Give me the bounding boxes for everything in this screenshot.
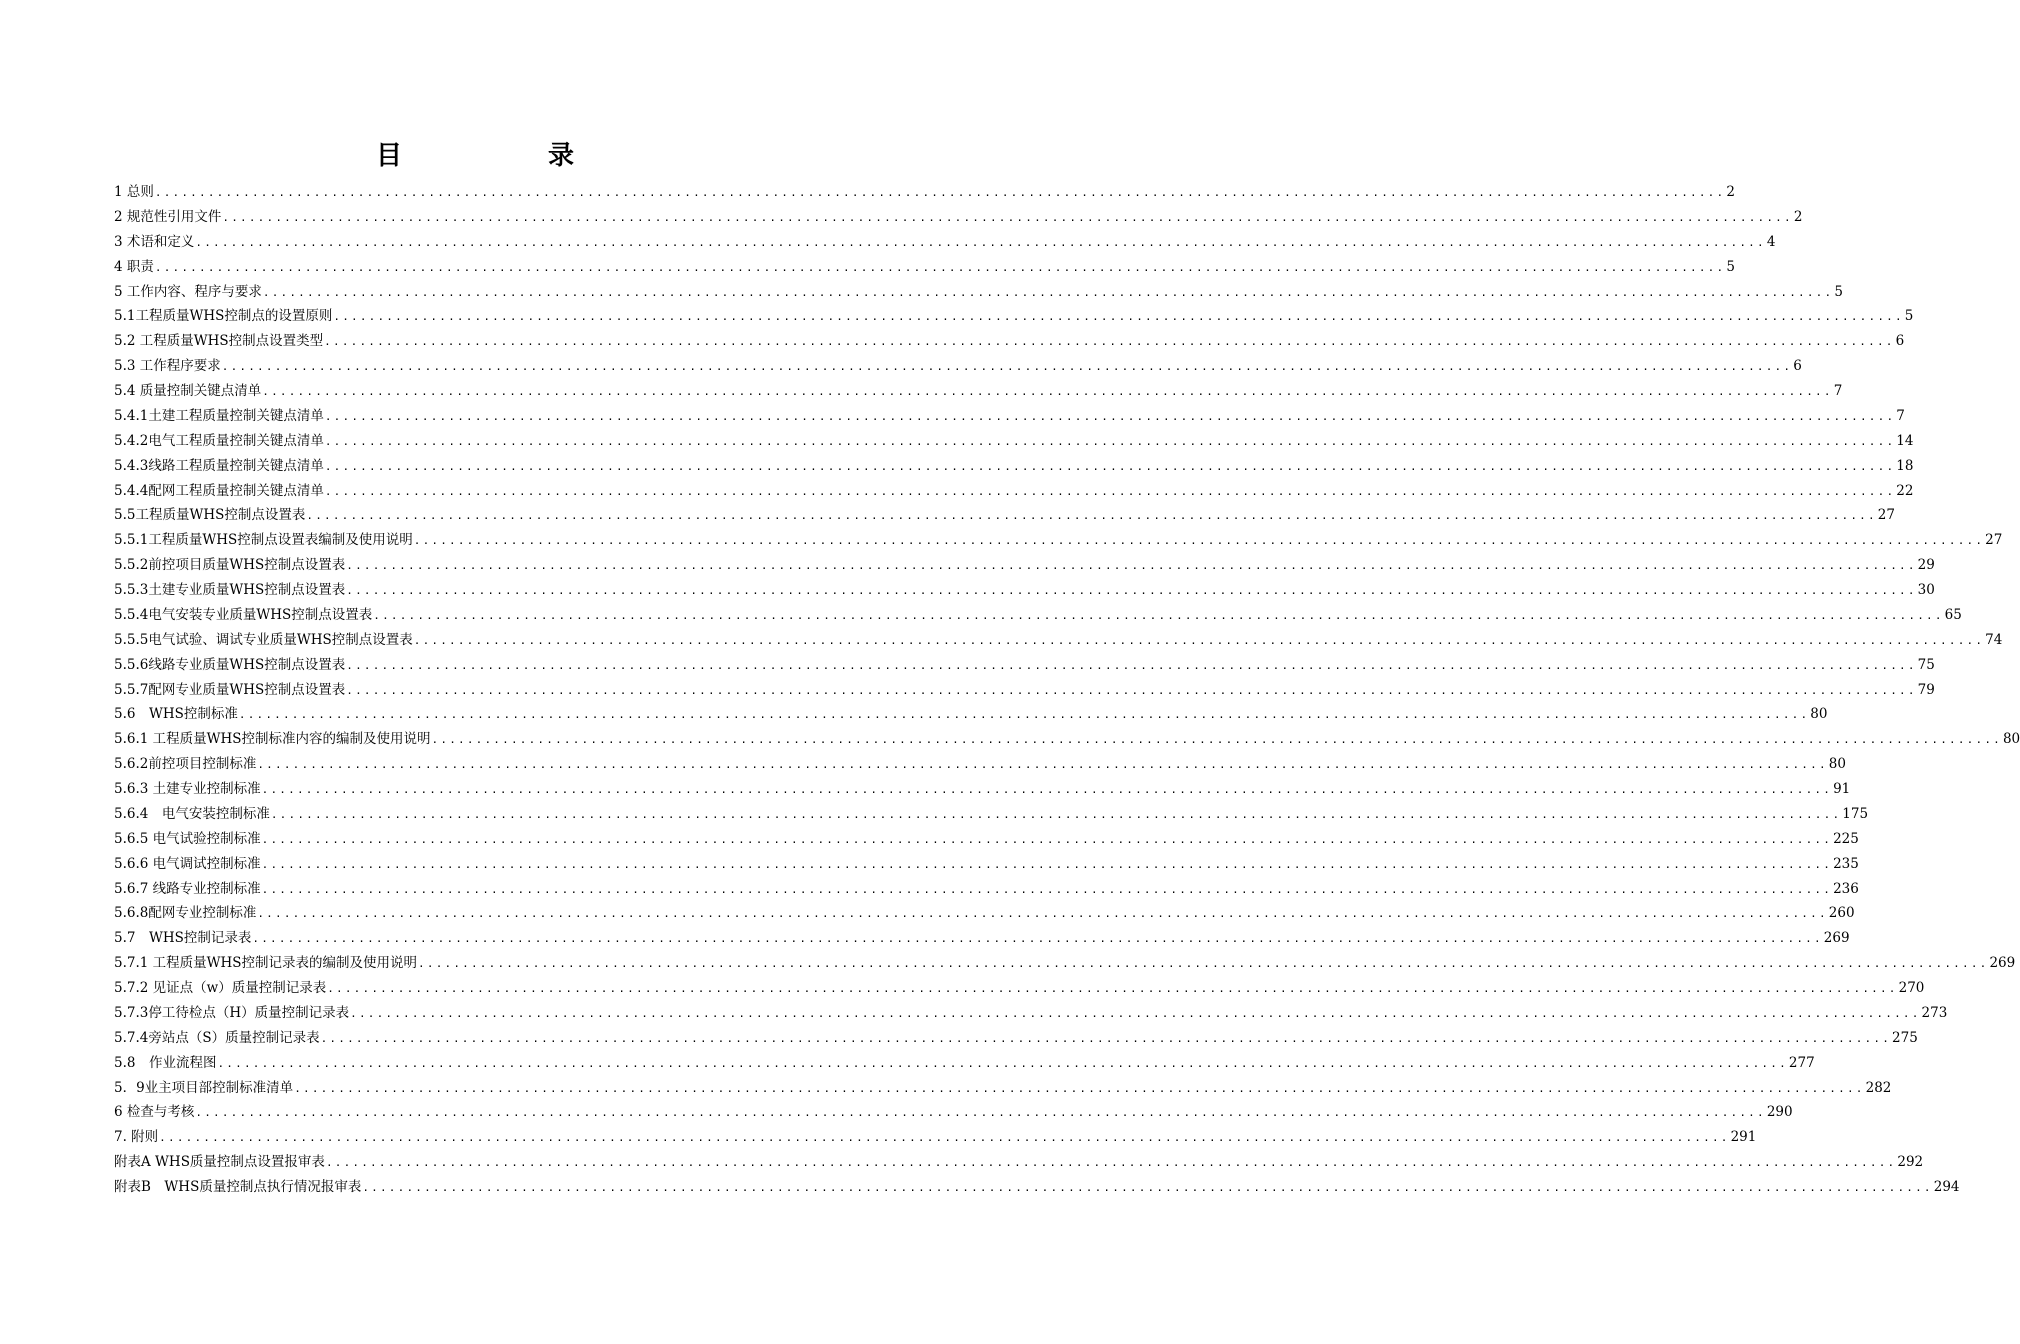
toc-entry-page-number: 5 — [1904, 308, 1914, 325]
toc-dot-leader: .................................................................................................................................................................................. — [431, 733, 2002, 747]
toc-entry-label: 5.5工程质量WHS控制点设置表 — [114, 507, 306, 524]
toc-entry[interactable] — [114, 777, 1851, 802]
toc-entry-label: 5.5.3土建专业质量WHS控制点设置表 — [114, 582, 346, 598]
toc-entry-page-number: 80 — [2002, 731, 2020, 748]
toc-entry[interactable] — [114, 230, 1776, 255]
toc-entry[interactable] — [114, 329, 1905, 354]
toc-entry-label: 7. 附则 — [114, 1129, 159, 1146]
toc-entry-page-number: 30 — [1917, 582, 1935, 598]
toc-dot-leader: .................................................................................................................................................................................. — [262, 285, 1834, 299]
toc-entry-label: 5.7.3停工待检点（H）质量控制记录表 — [114, 1004, 350, 1021]
toc-dot-leader: .................................................................................................................................................................................. — [195, 1106, 1766, 1120]
toc-dot-leader: .................................................................................................................................................................................. — [350, 1006, 1921, 1020]
toc-entry-label: 5.4.3线路工程质量控制关键点清单 — [114, 457, 324, 474]
toc-entry-page-number: 236 — [1833, 880, 1859, 897]
toc-entry-label: 6 检查与考核 — [114, 1104, 195, 1121]
toc-dot-leader: .................................................................................................................................................................................. — [221, 360, 1793, 374]
toc-entry[interactable] — [114, 553, 1935, 578]
toc-entry-label: 1 总则 — [114, 184, 154, 200]
toc-entry[interactable] — [114, 1150, 1924, 1175]
page-title: 目 录 — [375, 141, 634, 171]
toc-dot-leader: .................................................................................................................................................................................. — [320, 1031, 1892, 1045]
toc-dot-leader: .................................................................................................................................................................................. — [159, 1131, 1730, 1145]
toc-entry-page-number: 269 — [1989, 955, 2016, 972]
toc-dot-leader: .................................................................................................................................................................................. — [327, 982, 1898, 995]
toc-entry-page-number: 27 — [1877, 507, 1895, 524]
toc-entry[interactable] — [114, 877, 1859, 902]
toc-entry-page-number: 277 — [1788, 1054, 1815, 1071]
toc-entry-label: 5.6.4 电气安装控制标准 — [114, 805, 270, 822]
toc-entry-page-number: 91 — [1833, 781, 1851, 797]
toc-dot-leader: .................................................................................................................................................................................. — [261, 832, 1833, 846]
toc-dot-leader: .................................................................................................................................................................................. — [324, 484, 1896, 498]
toc-entry[interactable] — [114, 479, 1914, 504]
toc-entry[interactable] — [114, 1125, 1757, 1150]
toc-entry-page-number: 2 — [1793, 208, 1803, 225]
toc-dot-leader: .................................................................................................................................................................................. — [413, 534, 1985, 548]
toc-entry[interactable] — [114, 702, 1828, 727]
toc-entry-label: 5.6.2前控项目控制标准 — [114, 756, 257, 773]
toc-entry-page-number: 27 — [1985, 532, 2003, 549]
toc-dot-leader: .................................................................................................................................................................................. — [373, 608, 1944, 622]
toc-entry-label: 5.4.4配网工程质量控制关键点清单 — [114, 482, 324, 499]
toc-entry[interactable] — [114, 255, 1735, 280]
toc-entry-label: 5.3 工作程序要求 — [114, 358, 221, 375]
toc-entry-page-number: 270 — [1898, 980, 1925, 996]
toc-entry[interactable] — [114, 926, 1850, 951]
toc-entry-page-number: 5 — [1834, 283, 1843, 300]
toc-entry[interactable] — [114, 180, 1735, 205]
toc-entry-page-number: 6 — [1895, 333, 1905, 350]
toc-entry-page-number: 74 — [1985, 631, 2003, 648]
toc-entry-page-number: 79 — [1917, 681, 1935, 698]
toc-entry-label: 5.6.3 土建专业控制标准 — [114, 781, 261, 797]
toc-entry[interactable] — [114, 678, 1935, 703]
toc-entry[interactable] — [114, 852, 1859, 877]
toc-entry-label: 5．9业主项目部控制标准清单 — [114, 1079, 294, 1096]
toc-entry-page-number: 2 — [1726, 184, 1735, 200]
toc-entry-label: 3 术语和定义 — [114, 233, 195, 250]
toc-entry-page-number: 80 — [1810, 706, 1828, 723]
toc-entry[interactable] — [114, 379, 1843, 404]
toc-entry-label: 5.7.2 见证点（w）质量控制记录表 — [114, 980, 327, 996]
toc-entry[interactable] — [114, 578, 1935, 603]
toc-entry-page-number: 260 — [1828, 905, 1855, 922]
toc-entry-label: 附表A WHS质量控制点设置报审表 — [114, 1154, 325, 1171]
toc-entry[interactable] — [114, 1001, 1948, 1026]
toc-entry-label: 5.7 WHS控制记录表 — [114, 930, 252, 947]
toc-entry-page-number: 5 — [1726, 258, 1735, 275]
toc-entry-label: 2 规范性引用文件 — [114, 208, 222, 225]
toc-entry-label: 5.5.6线路专业质量WHS控制点设置表 — [114, 656, 346, 673]
toc-entry-page-number: 4 — [1766, 233, 1776, 250]
toc-dot-leader: .................................................................................................................................................................................. — [154, 186, 1726, 199]
toc-dot-leader: .................................................................................................................................................................................. — [217, 1056, 1788, 1070]
toc-entry[interactable] — [114, 976, 1925, 1001]
toc-entry-label: 5.6.8配网专业控制标准 — [114, 905, 257, 922]
toc-entry-page-number: 291 — [1730, 1129, 1757, 1146]
toc-entry[interactable] — [114, 727, 2020, 752]
toc-entry-label: 5.6.6 电气调试控制标准 — [114, 855, 261, 872]
toc-dot-leader: .................................................................................................................................................................................. — [195, 235, 1766, 249]
toc-entry-label: 5 工作内容、程序与要求 — [114, 283, 262, 300]
toc-dot-leader: .................................................................................................................................................................................. — [418, 957, 1989, 971]
toc-entry-page-number: 292 — [1897, 1154, 1924, 1171]
toc-entry-page-number: 294 — [1933, 1179, 1960, 1195]
table-of-contents — [114, 180, 2020, 1200]
toc-entry-page-number: 14 — [1896, 432, 1914, 449]
toc-entry[interactable] — [114, 528, 2003, 553]
toc-dot-leader: .................................................................................................................................................................................. — [238, 708, 1810, 722]
toc-dot-leader: .................................................................................................................................................................................. — [324, 335, 1895, 349]
toc-entry-label: 5.2 工程质量WHS控制点设置类型 — [114, 333, 324, 350]
toc-dot-leader: .................................................................................................................................................................................. — [346, 683, 1917, 697]
toc-dot-leader: .................................................................................................................................................................................. — [325, 1156, 1897, 1170]
toc-entry[interactable] — [114, 503, 1895, 528]
toc-dot-leader: .................................................................................................................................................................................. — [261, 857, 1833, 871]
toc-dot-leader: .................................................................................................................................................................................. — [333, 310, 1904, 324]
toc-dot-leader: .................................................................................................................................................................................. — [257, 907, 1828, 921]
toc-entry-page-number: 275 — [1892, 1029, 1918, 1046]
toc-entry[interactable] — [114, 1100, 1793, 1125]
toc-entry-label: 4 职责 — [114, 258, 154, 275]
toc-dot-leader: .................................................................................................................................................................................. — [262, 385, 1833, 398]
toc-entry-page-number: 75 — [1917, 656, 1935, 673]
toc-entry-page-number: 290 — [1766, 1104, 1793, 1121]
toc-entry[interactable] — [114, 429, 1914, 454]
toc-entry-label: 5.6.1 工程质量WHS控制标准内容的编制及使用说明 — [114, 731, 431, 748]
toc-dot-leader: .................................................................................................................................................................................. — [270, 807, 1842, 821]
toc-dot-leader: .................................................................................................................................................................................. — [413, 633, 1985, 647]
toc-dot-leader: .................................................................................................................................................................................. — [294, 1081, 1865, 1095]
toc-entry[interactable] — [114, 1026, 1918, 1051]
toc-entry-label: 5.5.7配网专业质量WHS控制点设置表 — [114, 681, 346, 698]
toc-entry[interactable] — [114, 901, 1855, 926]
toc-entry[interactable] — [114, 1051, 1815, 1076]
toc-entry-label: 5.7.4旁站点（S）质量控制记录表 — [114, 1029, 320, 1046]
toc-dot-leader: .................................................................................................................................................................................. — [261, 783, 1833, 796]
toc-entry-page-number: 282 — [1865, 1079, 1892, 1096]
toc-entry-label: 5.7.1 工程质量WHS控制记录表的编制及使用说明 — [114, 955, 418, 972]
toc-dot-leader: .................................................................................................................................................................................. — [346, 584, 1917, 597]
toc-dot-leader: .................................................................................................................................................................................. — [222, 210, 1793, 224]
toc-entry-page-number: 7 — [1833, 383, 1843, 399]
toc-entry[interactable] — [114, 653, 1935, 678]
toc-entry-label: 5.6.5 电气试验控制标准 — [114, 830, 261, 847]
toc-dot-leader: .................................................................................................................................................................................. — [346, 658, 1917, 672]
toc-entry-page-number: 22 — [1896, 482, 1914, 499]
toc-entry-label: 附表B WHS质量控制点执行情况报审表 — [114, 1179, 362, 1195]
toc-entry[interactable] — [114, 280, 1843, 305]
toc-entry[interactable] — [114, 802, 1869, 827]
toc-dot-leader: .................................................................................................................................................................................. — [154, 260, 1726, 274]
toc-entry[interactable] — [114, 205, 1803, 230]
toc-dot-leader: .................................................................................................................................................................................. — [257, 758, 1828, 772]
toc-entry-label: 5.5.1工程质量WHS控制点设置表编制及使用说明 — [114, 532, 413, 549]
toc-entry-page-number: 80 — [1828, 756, 1846, 773]
toc-dot-leader: .................................................................................................................................................................................. — [252, 932, 1823, 946]
toc-entry-label: 5.6.7 线路专业控制标准 — [114, 880, 261, 897]
toc-entry-page-number: 6 — [1793, 358, 1802, 375]
toc-entry-label: 5.5.5电气试验、调试专业质量WHS控制点设置表 — [114, 631, 413, 648]
toc-entry[interactable] — [114, 1076, 1892, 1101]
toc-entry[interactable] — [114, 628, 2003, 653]
toc-entry-page-number: 65 — [1944, 606, 1962, 623]
toc-dot-leader: .................................................................................................................................................................................. — [306, 509, 1877, 523]
toc-entry-page-number: 175 — [1842, 805, 1869, 822]
toc-entry[interactable] — [114, 752, 1846, 777]
toc-dot-leader: .................................................................................................................................................................................. — [324, 459, 1896, 473]
toc-entry-page-number: 235 — [1833, 855, 1859, 872]
toc-entry[interactable] — [114, 1175, 1960, 1200]
toc-dot-leader: .................................................................................................................................................................................. — [362, 1181, 1933, 1194]
toc-entry-label: 5.4.1土建工程质量控制关键点清单 — [114, 407, 324, 424]
toc-entry[interactable] — [114, 354, 1802, 379]
toc-entry[interactable] — [114, 304, 1914, 329]
toc-entry[interactable] — [114, 603, 1962, 628]
toc-dot-leader: .................................................................................................................................................................................. — [324, 434, 1896, 448]
toc-dot-leader: .................................................................................................................................................................................. — [324, 409, 1896, 423]
toc-entry[interactable] — [114, 454, 1914, 479]
toc-entry-page-number: 225 — [1833, 830, 1859, 847]
toc-entry[interactable] — [114, 404, 1905, 429]
toc-entry-label: 5.5.4电气安装专业质量WHS控制点设置表 — [114, 606, 373, 623]
toc-entry-label: 5.1工程质量WHS控制点的设置原则 — [114, 308, 333, 325]
toc-entry[interactable] — [114, 951, 2016, 976]
toc-entry-label: 5.4 质量控制关键点清单 — [114, 383, 262, 399]
toc-entry-label: 5.8 作业流程图 — [114, 1054, 217, 1071]
toc-entry-label: 5.5.2前控项目质量WHS控制点设置表 — [114, 557, 346, 574]
toc-entry-page-number: 7 — [1896, 407, 1905, 424]
toc-entry[interactable] — [114, 827, 1859, 852]
toc-entry-label: 5.4.2电气工程质量控制关键点清单 — [114, 432, 324, 449]
toc-entry-page-number: 29 — [1917, 557, 1935, 574]
toc-entry-page-number: 18 — [1896, 457, 1914, 474]
toc-entry-page-number: 269 — [1823, 930, 1850, 947]
toc-dot-leader: .................................................................................................................................................................................. — [346, 559, 1917, 573]
toc-entry-page-number: 273 — [1921, 1004, 1948, 1021]
toc-entry-label: 5.6 WHS控制标准 — [114, 706, 238, 723]
toc-dot-leader: .................................................................................................................................................................................. — [261, 882, 1833, 896]
